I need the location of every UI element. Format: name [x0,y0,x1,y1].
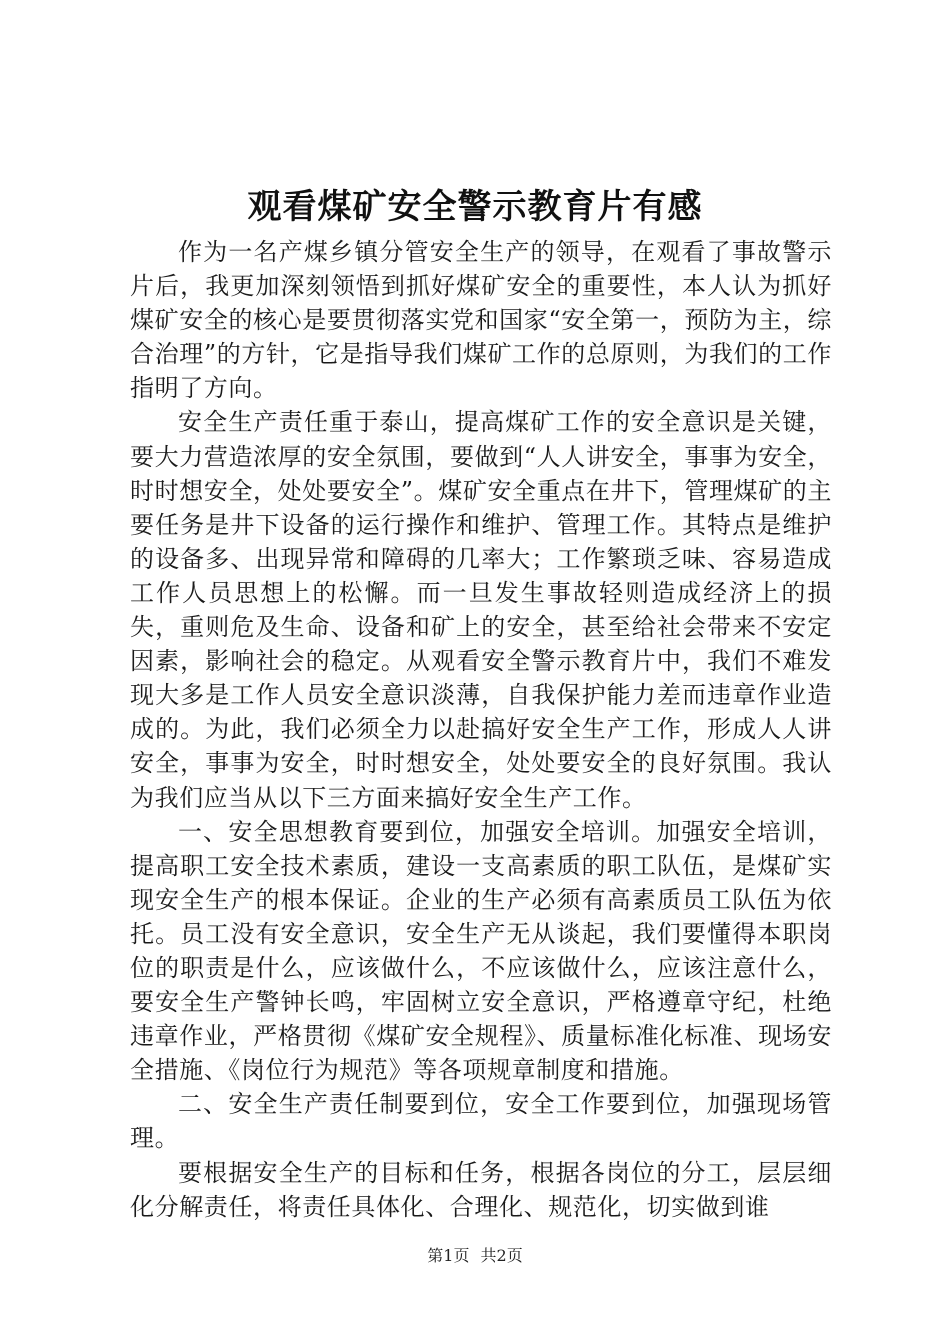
paragraph: 二、安全生产责任制要到位，安全工作要到位，加强现场管理。 [130,1090,832,1153]
paragraph: 要根据安全生产的目标和任务，根据各岗位的分工，层层细化分解责任，将责任具体化、合理化、规范化，切实做到谁 [130,1158,832,1221]
page-footer [0,1243,950,1266]
document-title: 观看煤矿安全警示教育片有感 [247,187,703,227]
document-body [130,235,832,1224]
page-total: 共2页 [480,1246,523,1265]
paragraph: 作为一名产煤乡镇分管安全生产的领导，在观看了事故警示片后，我更加深刻领悟到抓好煤矿安全的重要性，本人认为抓好煤矿安全的核心是要贯彻落实党和国家“安全第一，预防为主，综合治理”的方针，它是指导我们煤矿工作的总原则，为我们的工作指明了方向。 [130,238,832,403]
paragraph: 一、安全思想教育要到位，加强安全培训。加强安全培训，提高职工安全技术素质，建设一支高素质的职工队伍，是煤矿实现安全生产的根本保证。企业的生产必须有高素质员工队伍为依托。员工没有安全意识，安全生产无从谈起，我们要懂得本职岗位的职责是什么，应该做什么，不应该做什么，应该注意什么，要安全生产警钟长鸣，牢固树立安全意识，严格遵章守纪，杜绝违章作业，严格贯彻《煤矿安全规程》、质量标准化标准、现场安全措施、《岗位行为规范》等各项规章制度和措施。 [130,817,832,1085]
paragraph: 安全生产责任重于泰山，提高煤矿工作的安全意识是关键，要大力营造浓厚的安全氛围，要做到“人人讲安全，事事为安全，时时想安全，处处要安全”。煤矿安全重点在井下，管理煤矿的主要任务是井下设备的运行操作和维护、管理工作。其特点是维护的设备多、出现异常和障碍的几率大；工作繁琐乏味、容易造成工作人员思想上的松懈。而一旦发生事故轻则造成经济上的损失，重则危及生命、设备和矿上的安全，甚至给社会带来不安定因素，影响社会的稳定。从观看安全警示教育片中，我们不难发现大多是工作人员安全意识淡薄，自我保护能力差而违章作业造成的。为此，我们必须全力以赴搞好安全生产工作，形成人人讲安全，事事为安全，时时想安全，处处要安全的良好氛围。我认为我们应当从以下三方面来搞好安全生产工作。 [130,408,832,812]
page-number: 第1页 [427,1246,470,1265]
